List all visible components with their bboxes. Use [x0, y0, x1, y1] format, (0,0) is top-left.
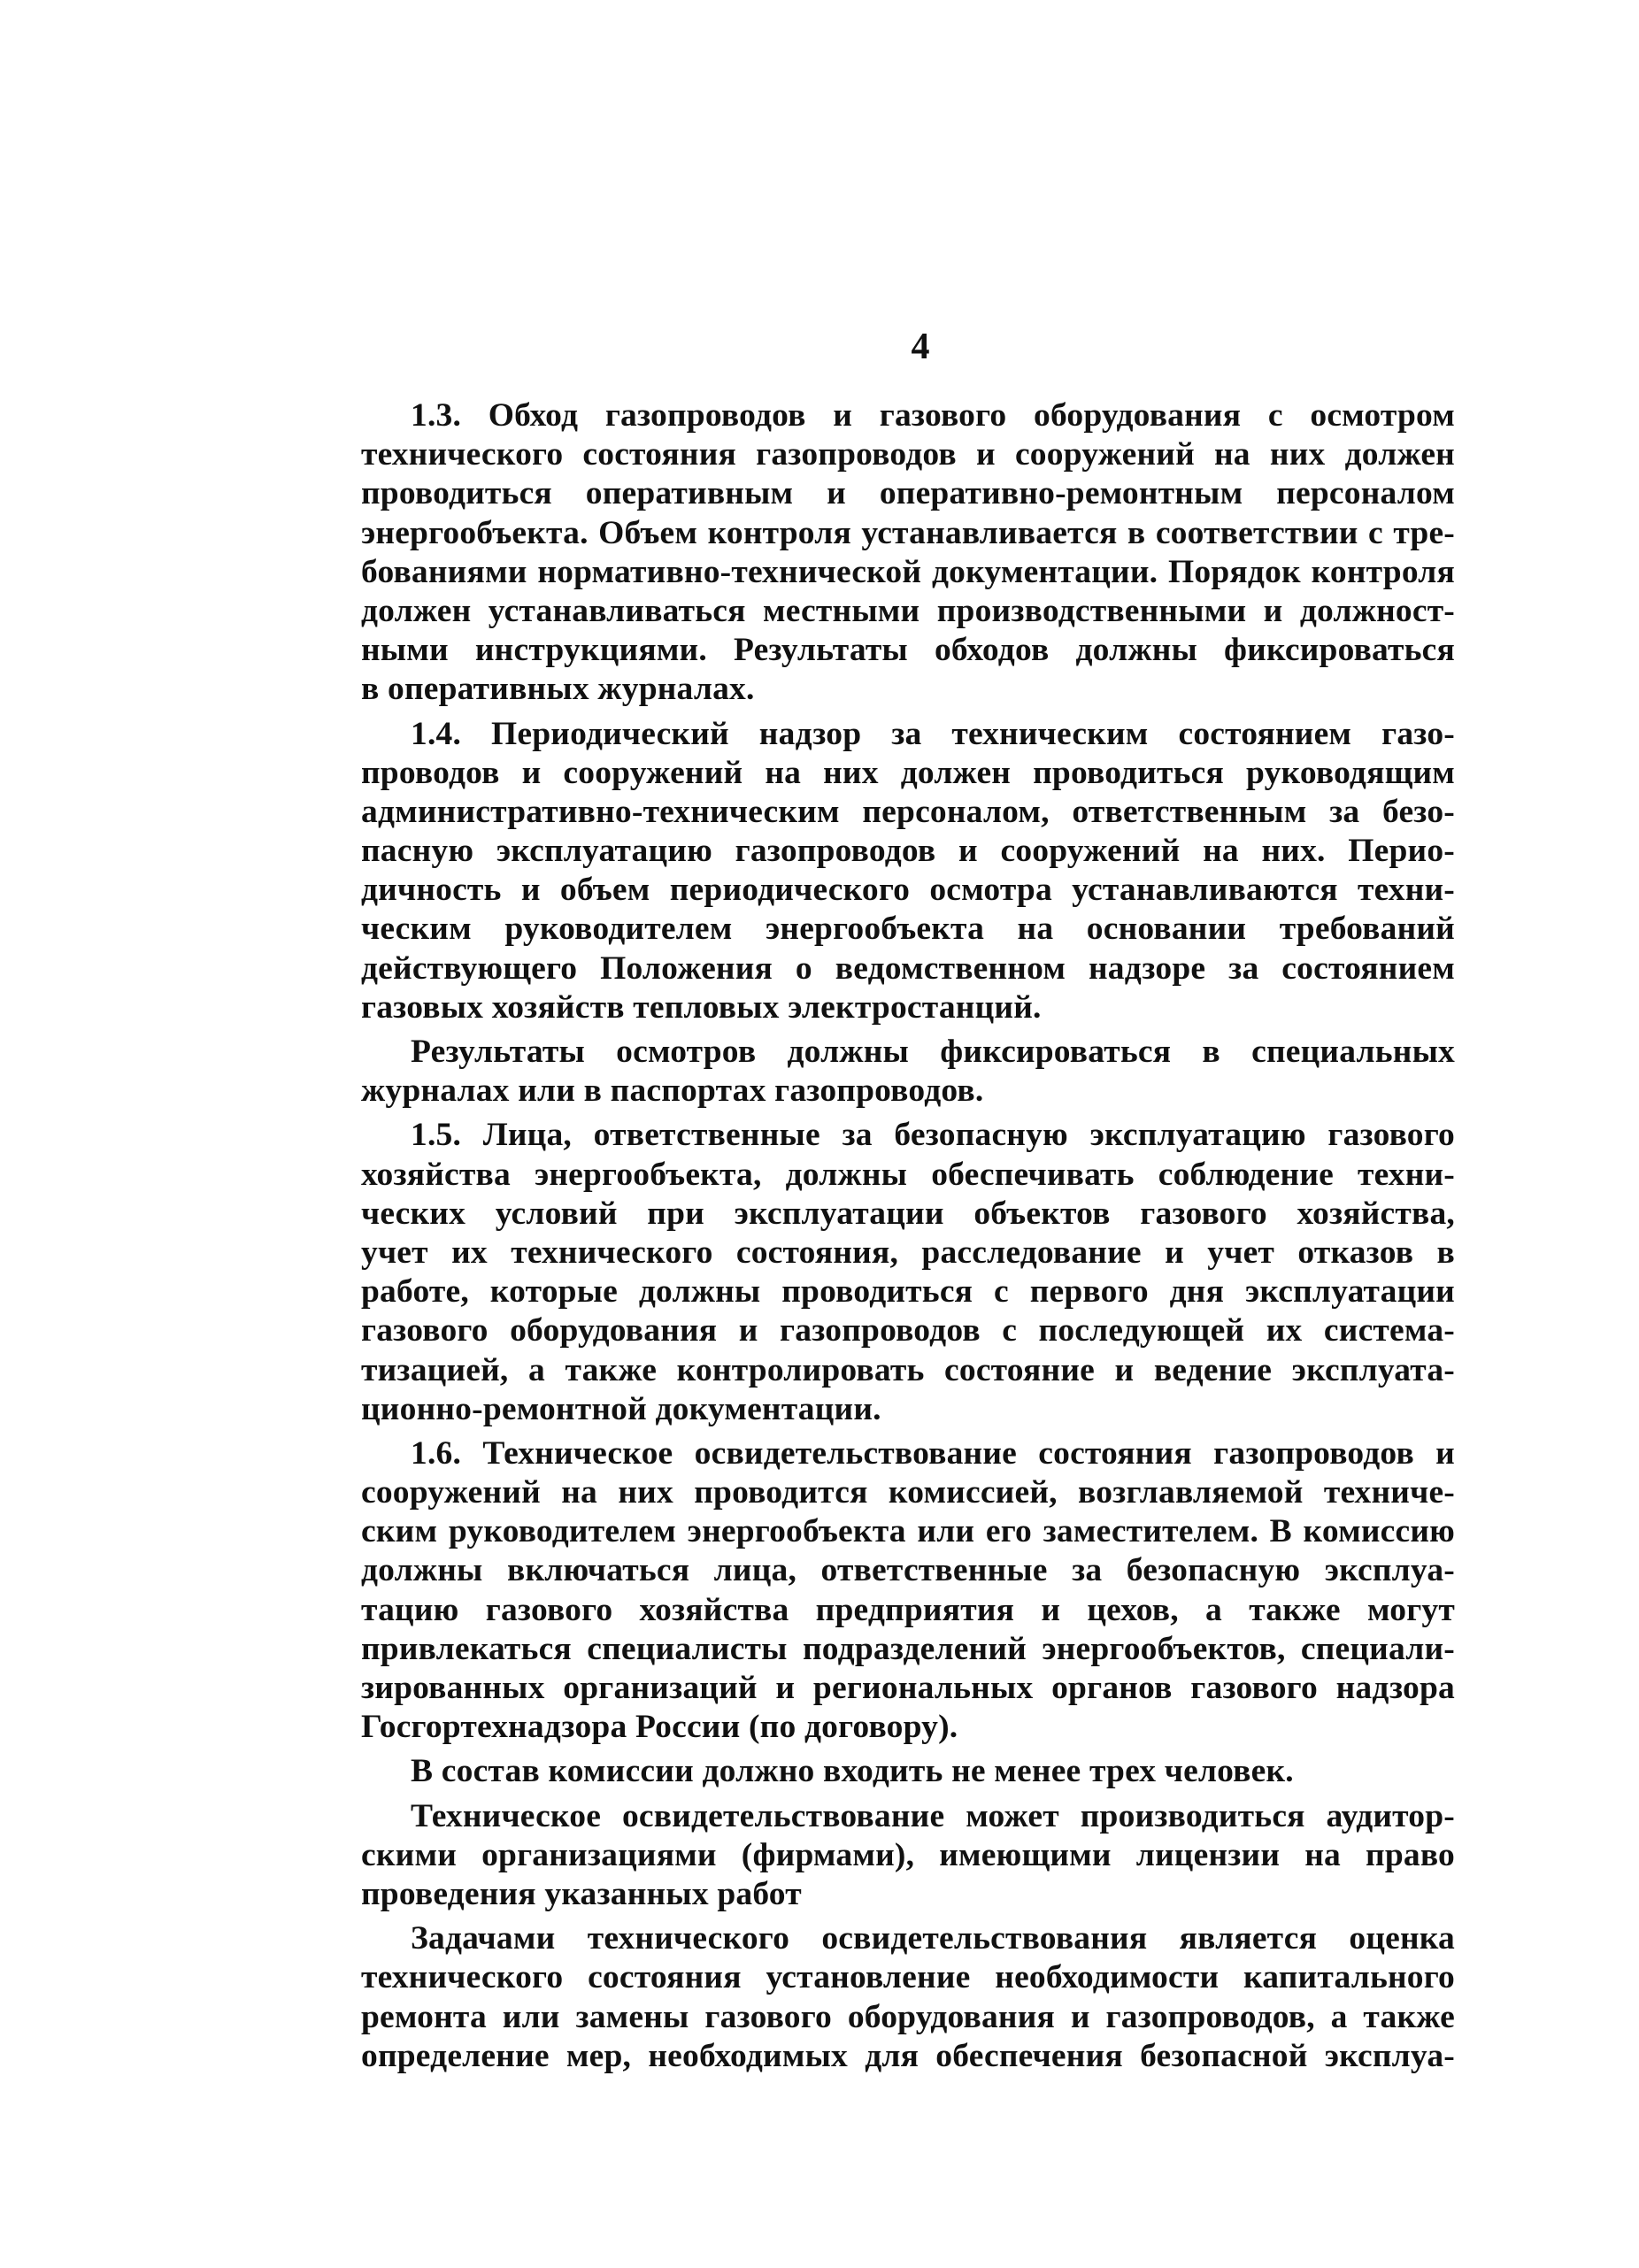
- text-line: ческих условий при эксплуатации объектов газового хозяйства,: [361, 1195, 1455, 1232]
- text-line: действующего Положения о ведомственном надзоре за состоянием: [361, 949, 1455, 987]
- text-line: работе, которые должны проводиться с первого дня эксплуатации: [361, 1273, 1455, 1311]
- page-number: 4: [911, 327, 930, 367]
- text-line: зированных организаций и региональных органов газового надзора: [361, 1670, 1455, 1706]
- text-line: должен устанавливаться местными производственными и должност-: [361, 592, 1455, 629]
- text-line: ческим руководителем энергообъекта на основании требований: [361, 911, 1455, 948]
- text-line: журналах или в паспортах газопроводов.: [361, 1072, 984, 1110]
- text-line: Результаты осмотров должны фиксироваться в специальных: [411, 1034, 1455, 1070]
- text-line: 1.3. Обход газопроводов и газового оборудования с осмотром: [411, 397, 1455, 434]
- paragraph-audit: [361, 1797, 1455, 1915]
- text-line: технического состояния газопроводов и сооружений на них должен: [361, 436, 1455, 473]
- paragraph-tasks: [361, 1919, 1455, 2076]
- text-line: проводов и сооружений на них должен проводиться руководящим: [361, 754, 1455, 791]
- text-line: проведения указанных работ: [361, 1875, 802, 1912]
- text-line: определение мер, необходимых для обеспечения безопасной эксплуа-: [361, 2037, 1455, 2074]
- text-line: административно-техническим персоналом, ответственным за безо-: [361, 793, 1455, 830]
- text-line: хозяйства энергообъекта, должны обеспечивать соблюдение техни-: [361, 1156, 1455, 1193]
- text-line: 1.4. Периодический надзор за техническим состоянием газо-: [411, 715, 1455, 752]
- text-line: В состав комиссии должно входить не менее трех человек.: [411, 1753, 1294, 1790]
- body-text: [361, 396, 1455, 2076]
- text-line: 1.6. Техническое освидетельствование состояния газопроводов и: [411, 1434, 1455, 1472]
- text-line: бованиями нормативно-технической документации. Порядок контроля: [361, 553, 1455, 590]
- text-line: пасную эксплуатацию газопроводов и сооружений на них. Перио-: [361, 833, 1455, 870]
- text-line: скими организациями (фирмами), имеющими лицензии на право: [361, 1836, 1455, 1873]
- text-line: технического состояния установление необходимости капитального: [361, 1959, 1455, 1996]
- text-line: учет их технического состояния, расследование и учет отказов в: [361, 1234, 1455, 1271]
- paragraph-1-5: [361, 1116, 1455, 1429]
- text-line: дичность и объем периодического осмотра устанавливаются техни-: [361, 872, 1455, 909]
- text-line: газовых хозяйств тепловых электростанций.: [361, 988, 1042, 1026]
- text-line: должны включаться лица, ответственные за безопасную эксплуа-: [361, 1552, 1455, 1589]
- text-line: ским руководителем энергообъекта или его заместителем. В комиссию: [361, 1513, 1455, 1550]
- text-line: ционно-ремонтной документации.: [361, 1390, 881, 1427]
- paragraph-1-3: [361, 396, 1455, 710]
- text-line: Госгортехнадзора России (по договору).: [361, 1709, 958, 1746]
- paragraph-inspection-results: [361, 1033, 1455, 1111]
- text-line: тизацией, а также контролировать состояние и ведение эксплуата-: [361, 1351, 1455, 1388]
- text-line: сооружений на них проводится комиссией, возглавляемой техниче-: [361, 1474, 1455, 1511]
- text-line: 1.5. Лица, ответственные за безопасную эксплуатацию газового: [411, 1117, 1455, 1154]
- text-line: энергообъекта. Объем контроля устанавливается в соответствии с тре-: [361, 514, 1455, 551]
- paragraph-1-6: [361, 1434, 1455, 1748]
- text-line: ными инструкциями. Результаты обходов должны фиксироваться: [361, 632, 1455, 669]
- paragraph-commission-size: [361, 1752, 1455, 1791]
- text-line: проводиться оперативным и оперативно-ремонтным персоналом: [361, 475, 1455, 512]
- text-line: Техническое освидетельствование может производиться аудитор-: [411, 1797, 1455, 1834]
- text-line: Задачами технического освидетельствования является оценка: [411, 1920, 1455, 1957]
- text-line: газового оборудования и газопроводов с последующей их система-: [361, 1312, 1455, 1349]
- text-line: привлекаться специалисты подразделений энергообъектов, специали-: [361, 1630, 1455, 1667]
- text-line: тацию газового хозяйства предприятия и цехов, а также могут: [361, 1591, 1455, 1628]
- text-line: ремонта или замены газового оборудования и газопроводов, а также: [361, 1998, 1455, 2035]
- text-line: в оперативных журналах.: [361, 671, 755, 708]
- paragraph-1-4: [361, 715, 1455, 1028]
